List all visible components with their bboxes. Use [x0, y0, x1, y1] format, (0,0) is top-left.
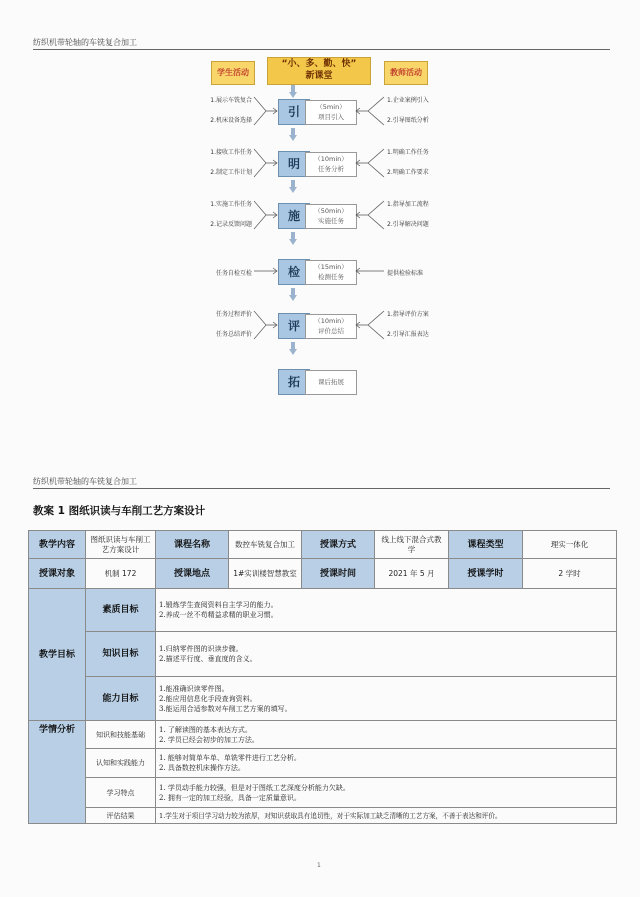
page-number: 1 [317, 862, 321, 869]
cell-value: 2021 年 5 月 [375, 559, 449, 589]
analysis-item: 1. 学员动手能力较强，但是对于图纸工艺深度分析能力欠缺。 [159, 783, 350, 792]
analysis-item: 1. 了解读图的基本表达方式。 [159, 725, 252, 734]
new-classroom-title [267, 57, 371, 85]
down-arrow-icon [289, 128, 297, 140]
goal-item: 2.描述平行度、垂直度的含义。 [159, 655, 257, 663]
analysis-head: 学情分析 [29, 721, 86, 824]
analysis-item: 2. 学员已经会初步的加工方法。 [159, 735, 259, 744]
table-row-analysis [29, 749, 617, 778]
stage-task: 项目引入 [318, 113, 344, 121]
header-rule [33, 49, 610, 50]
stage-task: 课后拓展 [318, 378, 344, 386]
left-connector [254, 201, 277, 229]
running-header-2: 纺织机带轮轴的车铣复合加工 [33, 477, 137, 486]
cell-value: 线上线下混合式教学 [375, 531, 449, 559]
goal-name: 能力目标 [86, 677, 156, 721]
stage-char: 引 [278, 99, 310, 125]
left-activity-note: 1.展示车铣复合 [210, 97, 252, 104]
lesson-plan-table [28, 530, 617, 824]
left-activity-note: 2.记录反馈问题 [210, 221, 252, 228]
left-activity-note: 任务过程评价 [215, 311, 252, 318]
cell-value: 数控车铣复合加工 [229, 531, 302, 559]
running-header: 纺织机带轮轴的车铣复合加工 [33, 38, 137, 47]
analysis-items [156, 749, 617, 778]
down-arrow-icon [289, 85, 297, 97]
goal-item: 3.能运用合适参数对车削工艺方案的填写。 [159, 704, 292, 713]
goal-items [156, 589, 617, 632]
stage-char: 检 [278, 259, 310, 285]
right-connector [356, 97, 384, 125]
cell-label: 授课地点 [156, 559, 229, 589]
stage-connectors [0, 195, 640, 235]
analysis-item: 1.学生对于项目学习动力较为浓厚，对知识获取具有追切性，对于实际加工缺乏清晰的工艺方案，不善于表达和评价。 [159, 811, 502, 820]
left-activity-note: 任务自检互检 [215, 270, 252, 277]
analysis-items [156, 808, 617, 824]
cell-value: 2 学时 [523, 559, 617, 589]
table-row-analysis [29, 808, 617, 824]
stage-duration: （10min） [314, 317, 348, 325]
analysis-item: 2. 具备数控机床操作方法。 [159, 764, 245, 772]
stage-duration: （5min） [316, 103, 346, 111]
right-connector [356, 311, 384, 339]
goal-name: 知识目标 [86, 632, 156, 677]
goal-items [156, 632, 617, 677]
analysis-name: 评估结果 [86, 808, 156, 824]
cell-value: 1#实训楼智慧教室 [229, 559, 302, 589]
stage-duration: （10min） [314, 155, 348, 163]
cell-label: 课程类型 [449, 531, 523, 559]
stage-box [305, 370, 357, 395]
table-row-info-2 [29, 559, 617, 589]
analysis-item: 1. 能够对简单车单、单铣零件进行工艺分析。 [159, 754, 301, 762]
right-activity-note: 1.指导加工流程 [387, 201, 429, 208]
stage-char: 拓 [278, 369, 310, 395]
goal-item: 1.能准确识读零件图。 [159, 684, 229, 693]
stage-char: 施 [278, 203, 310, 229]
table-row-goal [29, 677, 617, 721]
title-line-2: 新课堂 [305, 71, 333, 81]
right-connector [356, 201, 384, 229]
cell-value: 图纸识读与车削工艺方案设计 [86, 531, 156, 559]
down-arrow-icon [289, 342, 297, 354]
cell-label: 授课学时 [449, 559, 523, 589]
analysis-items [156, 778, 617, 808]
right-activity-note: 2.引导图纸分析 [387, 117, 429, 124]
right-activity-note: 提供检验标准 [387, 270, 424, 277]
right-activity-note: 1.企业案例引入 [387, 97, 429, 104]
goal-name: 素质目标 [86, 589, 156, 632]
right-activity-note: 2.引导汇报表达 [387, 331, 429, 338]
stage-connectors [0, 143, 640, 183]
cell-value: 机制 172 [86, 559, 156, 589]
stage-task: 评价总结 [318, 327, 344, 335]
stage-duration: （15min） [314, 263, 348, 271]
goal-item: 2.养成一丝不苟精益求精的职业习惯。 [159, 611, 278, 619]
down-arrow-icon [289, 288, 297, 300]
analysis-item: 2. 拥有一定的加工经验，具备一定质量意识。 [159, 793, 301, 802]
left-connector [254, 97, 277, 125]
left-activity-note: 1.接收工作任务 [210, 149, 252, 156]
table-row-info-1 [29, 531, 617, 559]
right-activity-note: 1.明确工作任务 [387, 149, 429, 156]
goals-head: 教学目标 [29, 589, 86, 721]
stage-char: 明 [278, 151, 310, 177]
left-activity-note: 2.机床设备选择 [210, 117, 252, 124]
analysis-name: 学习特点 [86, 778, 156, 808]
stage-connectors [0, 91, 640, 131]
stage-duration: （50min） [314, 207, 348, 215]
down-arrow-icon [289, 180, 297, 192]
teacher-activity-label: 教师活动 [384, 61, 428, 85]
cell-label: 授课方式 [302, 531, 375, 559]
title-line-1: “小、多、勤、快” [281, 59, 357, 69]
table-row-analysis [29, 721, 617, 749]
goal-item: 2.能应用信息化手段查询资料。 [159, 694, 257, 703]
right-activity-note: 1.指导评价方案 [387, 311, 429, 318]
stage-connectors [0, 305, 640, 345]
cell-label: 授课对象 [29, 559, 86, 589]
analysis-name: 认知和实践能力 [86, 749, 156, 778]
left-activity-note: 2.制定工作计划 [210, 169, 252, 176]
goal-item: 1.锻炼学生查阅资料自主学习的能力。 [159, 601, 278, 609]
stage-task: 任务分析 [318, 165, 344, 173]
goal-items [156, 677, 617, 721]
left-connector [254, 149, 277, 177]
left-connector [254, 311, 277, 339]
left-connector [254, 268, 277, 274]
right-activity-note: 2.引导解决问题 [387, 221, 429, 228]
stage-task: 检测任务 [318, 273, 344, 281]
student-activity-label: 学生活动 [211, 61, 255, 85]
left-activity-note: 1.实施工作任务 [210, 201, 252, 208]
cell-label: 授课时间 [302, 559, 375, 589]
cell-label: 课程名称 [156, 531, 229, 559]
table-row-analysis [29, 778, 617, 808]
table-row-goal [29, 632, 617, 677]
analysis-items [156, 721, 617, 749]
stage-connectors [0, 251, 640, 291]
header-rule-2 [33, 488, 610, 489]
stage-char: 评 [278, 313, 310, 339]
cell-label: 教学内容 [29, 531, 86, 559]
table-row-goal [29, 589, 617, 632]
stage-task: 实施任务 [318, 217, 344, 225]
down-arrow-icon [289, 232, 297, 244]
right-connector [356, 268, 384, 274]
goal-item: 1.归纳零件图的识读步骤。 [159, 645, 243, 653]
right-connector [356, 149, 384, 177]
lesson-plan-title: 教案 1 图纸识读与车削工艺方案设计 [33, 505, 206, 517]
right-activity-note: 2.明确工作要求 [387, 169, 429, 176]
analysis-name: 知识和技能基础 [86, 721, 156, 749]
cell-value: 理实一体化 [523, 531, 617, 559]
left-activity-note: 任务总结评价 [215, 331, 252, 338]
